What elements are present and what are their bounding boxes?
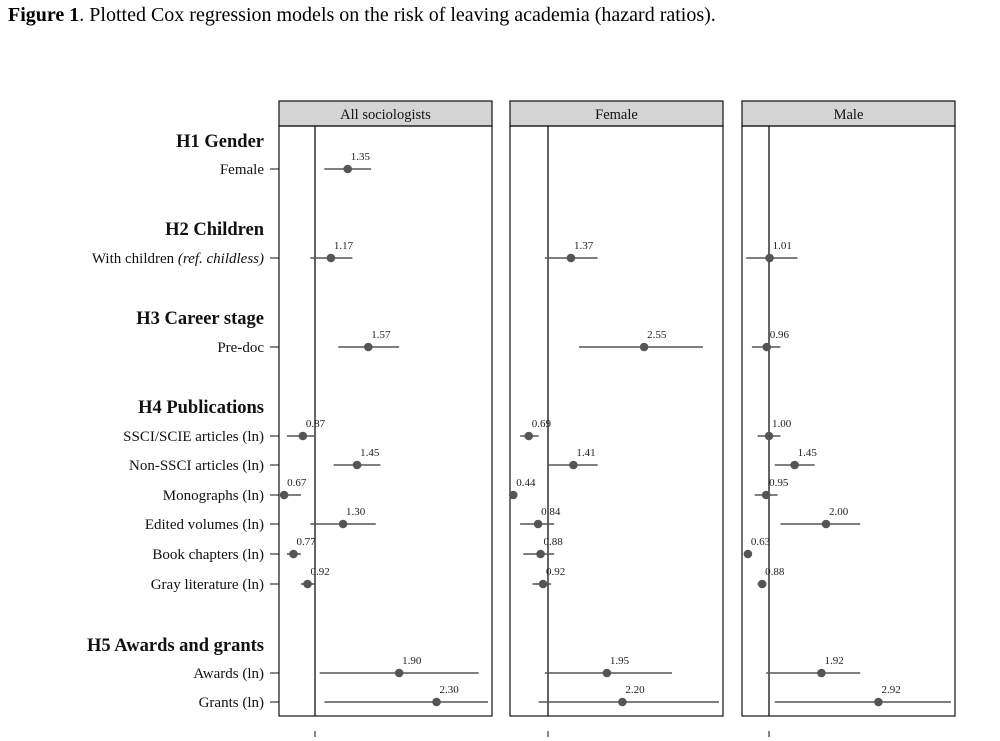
- point-estimate: [640, 343, 649, 352]
- point-estimate: [327, 254, 336, 263]
- point-estimate: [874, 698, 883, 707]
- value-label: 1.37: [573, 240, 594, 252]
- value-label: 0.88: [765, 566, 785, 578]
- row-label-text: Book chapters (ln): [152, 547, 264, 563]
- value-label: 0.95: [769, 477, 789, 489]
- value-label: 1.45: [360, 447, 380, 459]
- value-label: 1.92: [824, 655, 844, 667]
- value-label: 1.57: [371, 329, 391, 341]
- row-label-text: Grants (ln): [198, 695, 264, 711]
- group-label: H2 Children: [165, 220, 264, 240]
- value-label: 1.30: [346, 506, 366, 518]
- point-estimate: [744, 550, 753, 559]
- value-label: 2.00: [829, 506, 849, 518]
- value-label: 1.95: [609, 655, 630, 667]
- point-estimate: [822, 520, 831, 529]
- row-label-text: Non-SSCI articles (ln): [129, 458, 264, 474]
- point-estimate: [343, 165, 352, 174]
- value-label: 0.69: [531, 418, 552, 430]
- point-estimate: [567, 254, 576, 263]
- row-label-text: With children: [91, 251, 175, 267]
- row-label: [217, 340, 264, 356]
- row-label: [193, 666, 264, 682]
- point-estimate: [536, 550, 545, 559]
- row-label-text: Pre-doc: [217, 340, 264, 356]
- point-estimate: [339, 520, 348, 529]
- value-label: 2.30: [439, 684, 459, 696]
- value-label: 1.41: [576, 447, 596, 459]
- row-label: [163, 488, 264, 504]
- point-estimate: [353, 461, 362, 470]
- row-label-text: Gray literature (ln): [150, 577, 264, 593]
- value-label: 2.92: [881, 684, 901, 696]
- value-label: 0.87: [305, 418, 326, 430]
- value-label: 0.67: [287, 477, 307, 489]
- row-label-text: Monographs (ln): [162, 488, 264, 504]
- point-estimate: [432, 698, 441, 707]
- value-label: 0.77: [296, 536, 316, 548]
- value-label: 0.88: [543, 536, 563, 548]
- group-label: H1 Gender: [176, 132, 264, 152]
- row-label: [220, 162, 264, 178]
- group-label: H3 Career stage: [136, 309, 264, 329]
- row-label: [129, 458, 264, 474]
- row-label: [145, 517, 264, 533]
- value-label: 2.20: [625, 684, 645, 696]
- point-estimate: [790, 461, 799, 470]
- row-label: [152, 547, 264, 563]
- point-estimate: [299, 432, 308, 441]
- point-estimate: [603, 669, 612, 678]
- point-estimate: [509, 491, 518, 500]
- value-label: 1.35: [350, 151, 370, 163]
- point-estimate: [280, 491, 289, 500]
- point-estimate: [534, 520, 543, 529]
- group-label: H4 Publications: [138, 398, 264, 418]
- value-label: 0.92: [310, 566, 330, 578]
- point-estimate: [765, 432, 774, 441]
- point-estimate: [817, 669, 826, 678]
- value-label: 1.90: [402, 655, 422, 667]
- value-label: 2.55: [647, 329, 667, 341]
- row-label-text: Awards (ln): [193, 666, 264, 682]
- point-estimate: [289, 550, 298, 559]
- row-label: [92, 251, 264, 267]
- panel-title: All sociologists: [340, 107, 431, 123]
- point-estimate: [618, 698, 627, 707]
- point-estimate: [569, 461, 578, 470]
- value-label: 0.44: [516, 477, 536, 489]
- row-label-text: SSCI/SCIE articles (ln): [123, 429, 264, 445]
- group-label: H5 Awards and grants: [87, 636, 264, 656]
- point-estimate: [524, 432, 533, 441]
- value-label: 0.84: [541, 506, 561, 518]
- point-estimate: [762, 491, 771, 500]
- value-label: 0.92: [546, 566, 566, 578]
- row-label-italic: (ref. childless): [174, 251, 264, 267]
- figure-caption-text: . Plotted Cox regression models on the risk of leaving academia (hazard ratios).: [79, 4, 716, 26]
- panel-title: Male: [833, 107, 864, 123]
- row-label: [199, 695, 264, 711]
- panel-title: Female: [595, 107, 638, 123]
- value-label: 1.45: [797, 447, 817, 459]
- value-label: 1.01: [772, 240, 792, 252]
- point-estimate: [758, 580, 767, 589]
- row-label-text: Female: [219, 162, 264, 178]
- point-estimate: [303, 580, 312, 589]
- point-estimate: [539, 580, 548, 589]
- value-label: 1.17: [333, 240, 354, 252]
- row-label-text: Edited volumes (ln): [144, 517, 264, 533]
- value-label: 0.63: [750, 536, 771, 548]
- figure-number: Figure 1: [8, 4, 80, 26]
- point-estimate: [364, 343, 373, 352]
- point-estimate: [765, 254, 774, 263]
- value-label: 0.96: [769, 329, 789, 341]
- row-label: [151, 577, 264, 593]
- point-estimate: [762, 343, 771, 352]
- point-estimate: [395, 669, 404, 678]
- value-label: 1.00: [772, 418, 792, 430]
- row-label: [123, 429, 264, 445]
